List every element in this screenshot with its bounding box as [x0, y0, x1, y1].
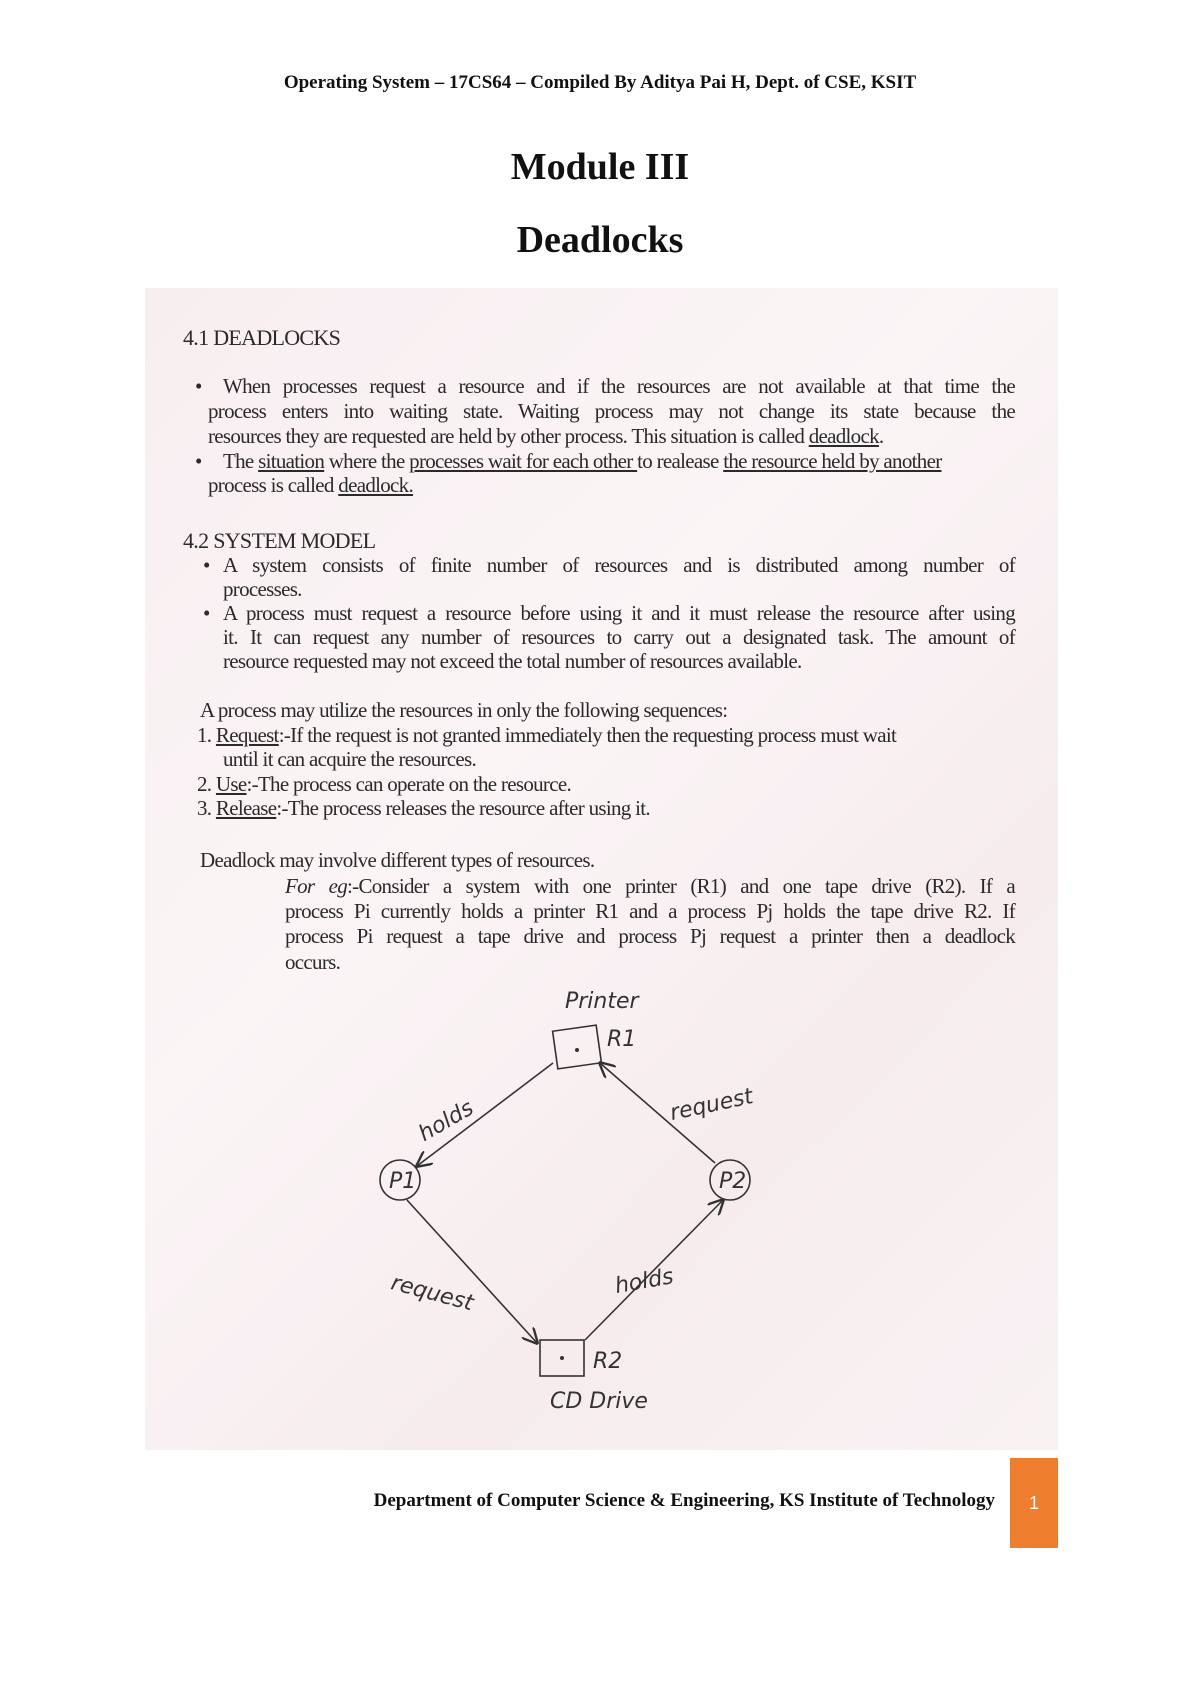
module-title: Module III	[510, 146, 690, 188]
text: The	[223, 449, 259, 473]
text: situation	[258, 449, 325, 473]
p2-label: P2	[719, 1169, 747, 1194]
text: the resource held by another	[723, 449, 942, 473]
text: where the	[324, 449, 410, 473]
scanned-page	[145, 288, 1058, 1450]
text: process is called	[208, 473, 339, 497]
running-header: Operating System – 17CS64 – Compiled By Aditya Pai H, Dept. of CSE, KSIT	[283, 72, 917, 93]
resource-allocation-graph	[145, 288, 1058, 1450]
term: deadlock.	[338, 473, 414, 497]
text-line: processes.	[223, 577, 302, 601]
bullet-icon: •	[195, 449, 202, 473]
page-number: 1	[1010, 1458, 1058, 1548]
printer-label: Printer	[565, 989, 639, 1014]
text: .	[878, 424, 884, 448]
chapter-title: Deadlocks	[516, 219, 684, 261]
text: :-If the request is not granted immediately then the requesting process must wait	[278, 723, 897, 747]
request-label: request	[388, 1270, 477, 1317]
text-line: process enters into waiting state. Waiting process may not change its state because the	[208, 399, 1015, 423]
section-heading: 4.1 DEADLOCKS	[183, 325, 341, 350]
printer-resource-box	[553, 1025, 602, 1069]
text-line: A process may utilize the resources in only the following sequences:	[200, 698, 728, 722]
num: 3.	[197, 796, 212, 820]
text: processes wait for each other	[409, 449, 638, 473]
text: :-The process can operate on the resource.	[246, 772, 571, 796]
lead: For eg	[285, 874, 348, 898]
text-line: A process must request a resource before using it and it must release the resource after using	[223, 601, 1015, 625]
text-line: until it can acquire the resources.	[223, 747, 477, 771]
bullet-icon: •	[203, 601, 210, 625]
text-line: A system consists of finite number of resources and is distributed among number of	[223, 553, 1015, 577]
text-line: process Pi currently holds a printer R1 and a process Pj holds the tape drive R2. If	[285, 899, 1015, 923]
footer-text: Department of Computer Science & Engineering, KS Institute of Technology	[373, 1490, 995, 1511]
term: deadlock	[808, 424, 879, 448]
bullet-icon: •	[195, 374, 202, 398]
text: :-Consider a system with one printer (R1) and one tape drive (R2). If a	[347, 874, 1016, 898]
num: 1.	[197, 723, 212, 747]
text-line: occurs.	[285, 950, 341, 974]
text-line: When processes request a resource and if the resources are not available at that time the	[223, 374, 1015, 398]
request-edge-p1-r2	[407, 1200, 537, 1343]
text-line: Deadlock may involve different types of resources.	[200, 848, 595, 872]
text-line: it. It can request any number of resources to carry out a designated task. The amount of	[223, 625, 1015, 649]
term: Release	[215, 796, 277, 820]
r1-label: R1	[607, 1027, 637, 1052]
term: Use	[215, 772, 247, 796]
num: 2.	[197, 772, 212, 796]
section-heading: 4.2 SYSTEM MODEL	[183, 528, 376, 553]
term: Request	[215, 723, 279, 747]
holds-label: holds	[613, 1264, 676, 1300]
text-line: resource requested may not exceed the total number of resources available.	[223, 649, 802, 673]
cd-drive-label: CD Drive	[550, 1389, 648, 1414]
bullet-icon: •	[203, 553, 210, 577]
text-line: process Pi request a tape drive and process Pj request a printer then a deadlock	[285, 924, 1015, 948]
text: resources they are requested are held by other process. This situation is called	[208, 424, 809, 448]
text: :-The process releases the resource after using it.	[276, 796, 650, 820]
text: to realease	[637, 449, 724, 473]
request-label: request	[667, 1084, 756, 1127]
p1-label: P1	[389, 1169, 417, 1194]
holds-label: holds	[414, 1095, 479, 1147]
r2-label: R2	[593, 1349, 623, 1374]
